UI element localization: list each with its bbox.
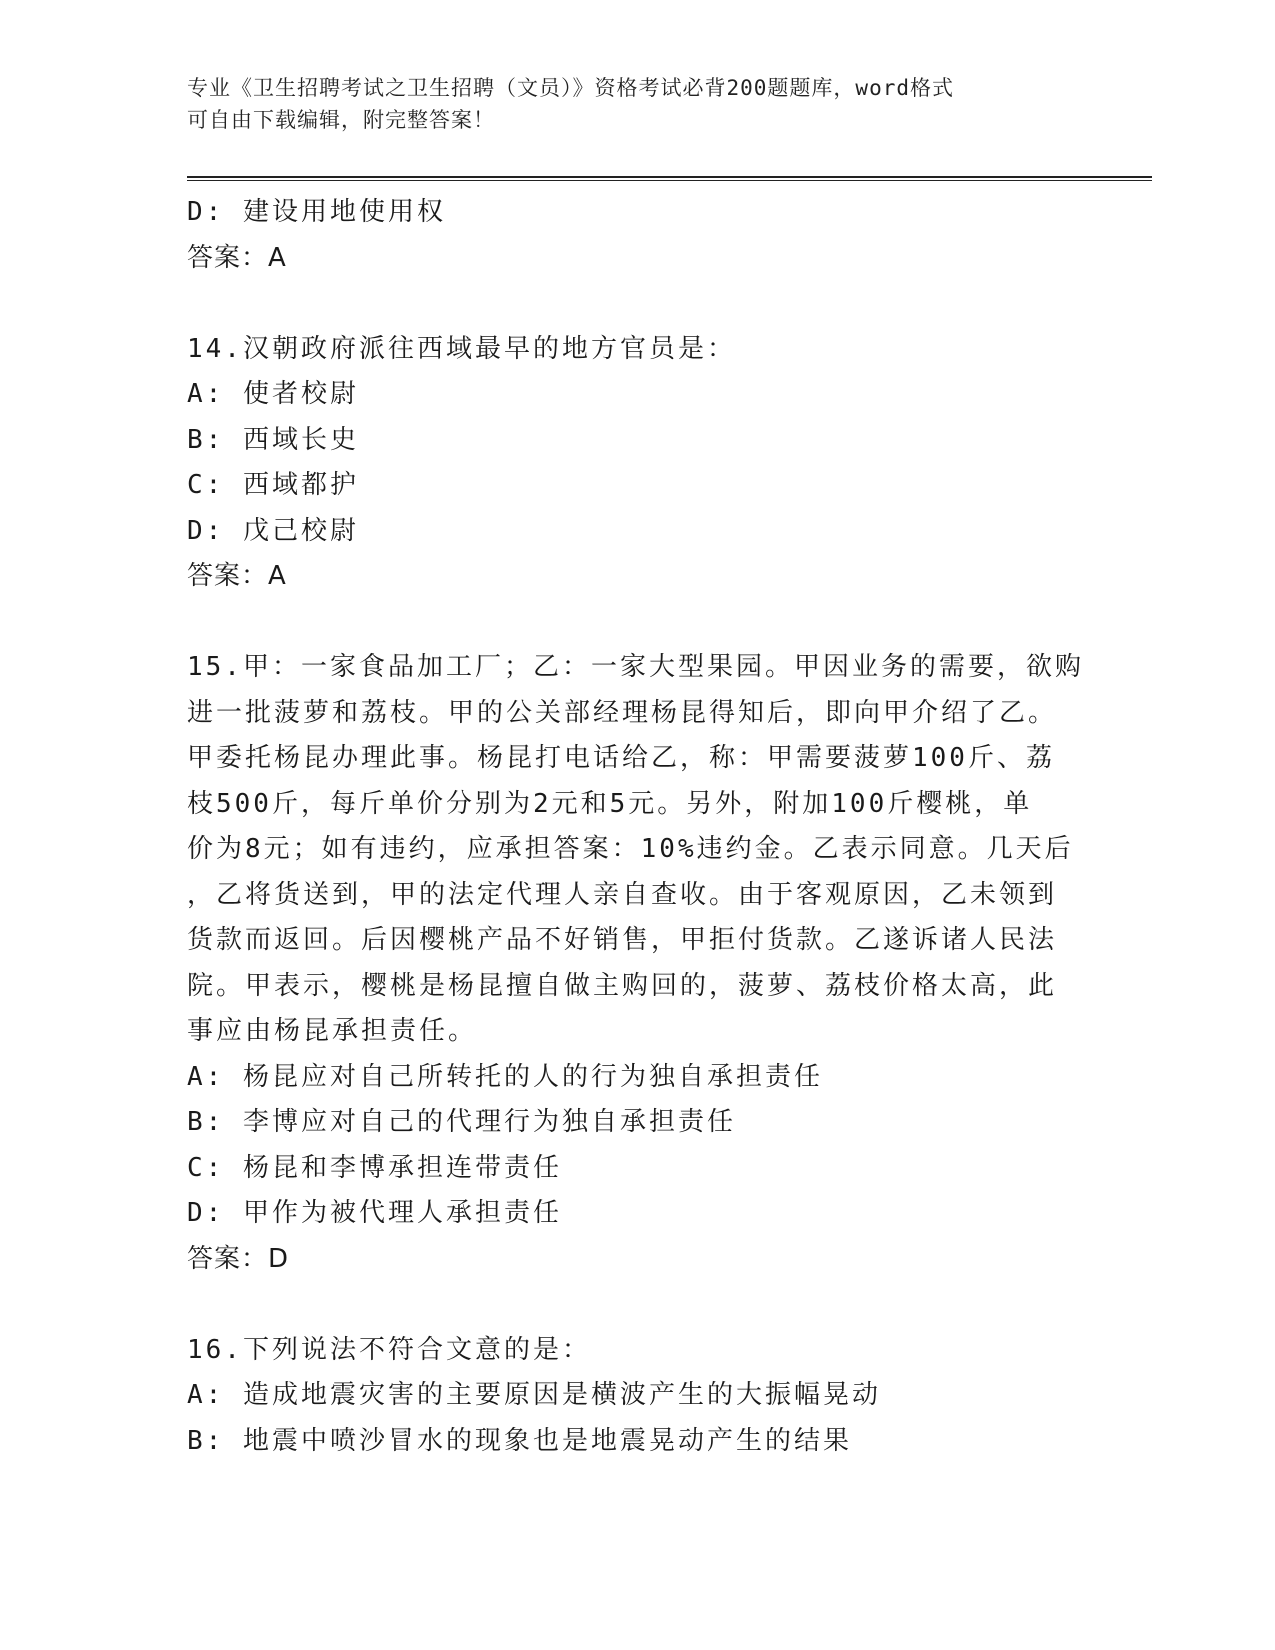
q15-stem-line: ，乙将货送到，甲的法定代理人亲自查收。由于客观原因，乙未领到 xyxy=(187,879,1058,910)
q13-answer: 答案：A xyxy=(187,242,287,273)
question-content xyxy=(187,190,1087,1464)
q15-stem xyxy=(187,645,1087,1055)
q15-stem-line: 枝500斤，每斤单价分别为2元和5元。另外，附加100斤樱桃，单 xyxy=(187,788,1033,819)
spacer xyxy=(187,600,1087,646)
q14-option-b: B: 西域长史 xyxy=(187,424,359,455)
q15-answer: 答案：D xyxy=(187,1243,290,1274)
spacer xyxy=(187,1282,1087,1328)
q15-option-a: A: 杨昆应对自己所转托的人的行为独自承担责任 xyxy=(187,1061,823,1092)
q16-option-b: B: 地震中喷沙冒水的现象也是地震晃动产生的结果 xyxy=(187,1425,852,1456)
header-line-2: 可自由下载编辑，附完整答案！ xyxy=(187,108,495,132)
q16-stem: 16.下列说法不符合文意的是： xyxy=(187,1334,591,1365)
q15-stem-line: 15.甲：一家食品加工厂；乙：一家大型果园。甲因业务的需要，欲购 xyxy=(187,652,1084,682)
q15-stem-line: 甲委托杨昆办理此事。杨昆打电话给乙，称：甲需要菠萝100斤、荔 xyxy=(187,743,1055,773)
q15-option-b: B: 李博应对自己的代理行为独自承担责任 xyxy=(187,1107,736,1137)
q15-stem-line: 事应由杨昆承担责任。 xyxy=(187,1016,478,1046)
header-line-1: 专业《卫生招聘考试之卫生招聘（文员）》资格考试必背200题题库，word格式 xyxy=(187,76,954,100)
spacer xyxy=(187,281,1087,327)
q14-option-d: D: 戊己校尉 xyxy=(187,515,359,546)
q14-option-a: A: 使者校尉 xyxy=(187,379,359,409)
header-divider xyxy=(187,176,1152,181)
q14-stem: 14.汉朝政府派往西域最早的地方官员是： xyxy=(187,333,736,364)
q15-option-d: D: 甲作为被代理人承担责任 xyxy=(187,1198,562,1228)
document-header xyxy=(187,72,1067,136)
q14-answer: 答案：A xyxy=(187,561,287,591)
q15-option-c: C: 杨昆和李博承担连带责任 xyxy=(187,1152,562,1183)
q14-option-c: C: 西域都护 xyxy=(187,470,359,500)
q15-stem-line: 价为8元；如有违约，应承担答案：10%违约金。乙表示同意。几天后 xyxy=(187,834,1074,864)
q15-stem-line: 院。甲表示，樱桃是杨昆擅自做主购回的，菠萝、荔枝价格太高，此 xyxy=(187,970,1058,1001)
q15-stem-line: 进一批菠萝和荔枝。甲的公关部经理杨昆得知后，即向甲介绍了乙。 xyxy=(187,697,1058,728)
q15-stem-line: 货款而返回。后因樱桃产品不好销售，甲拒付货款。乙遂诉诸人民法 xyxy=(187,925,1058,955)
q16-option-a: A: 造成地震灾害的主要原因是横波产生的大振幅晃动 xyxy=(187,1380,881,1410)
q13-option-d: D: 建设用地使用权 xyxy=(187,197,446,227)
